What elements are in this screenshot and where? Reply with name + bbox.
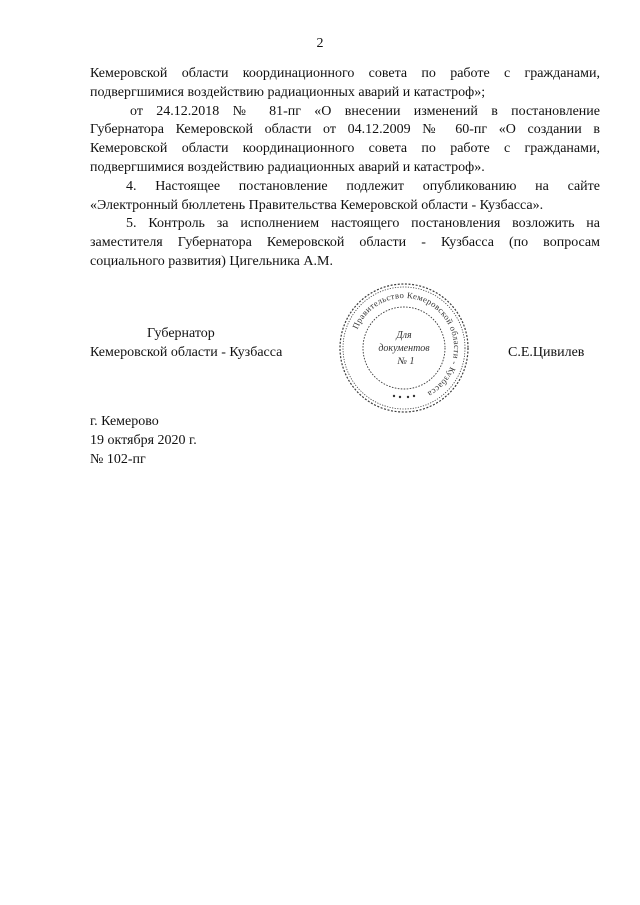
document-place: г. Кемерово [90, 414, 159, 429]
body-line: социального развития) Цигельника А.М. [90, 253, 333, 269]
body-line: подвергшимися воздействию радиационных аварий и катастроф»; [90, 84, 486, 100]
seal-center-line-1: Для [396, 330, 412, 341]
seal-center-line-3: № 1 [397, 356, 415, 367]
seal-star-ornament [393, 395, 415, 398]
seal-ring-text: Правительство Кемеровской области - Кузбасса [350, 289, 463, 400]
body-line: «Электронный бюллетень Правительства Кемеровской области - Кузбасса». [90, 197, 544, 213]
document-footer [90, 412, 197, 469]
seal-center-line-2: документов [378, 343, 430, 354]
body-line: 4. Настоящее постановление подлежит опубликованию на сайте [126, 178, 600, 194]
signer-name: С.Е.Цивилев [508, 345, 585, 360]
signer-title-line-1: Губернатор [147, 326, 215, 341]
body-line: Кемеровской области координационного совета по работе с гражданами, [90, 141, 600, 157]
body-line: Кемеровской области координационного совета по работе с гражданами, [90, 66, 600, 81]
body-line: Губернатора Кемеровской области от 04.12.2009 № 60-пг «О создании в [90, 122, 600, 138]
official-seal [336, 280, 472, 416]
body-line: заместителя Губернатора Кемеровской области - Кузбасса (по вопросам [90, 235, 600, 251]
document-body [90, 65, 600, 272]
body-line: от 24.12.2018 № 81-пг «О внесении изменений в постановление [130, 103, 600, 119]
document-date: 19 октября 2020 г. [90, 433, 197, 448]
page-number: 2 [316, 36, 324, 51]
document-number: № 102-пг [90, 452, 146, 467]
body-line: подвергшимися воздействию радиационных аварий и катастроф». [90, 159, 485, 175]
signer-title-line-2: Кемеровской области - Кузбасса [90, 345, 283, 360]
body-line: 5. Контроль за исполнением настоящего постановления возложить на [126, 216, 600, 232]
signature-block [0, 326, 640, 376]
